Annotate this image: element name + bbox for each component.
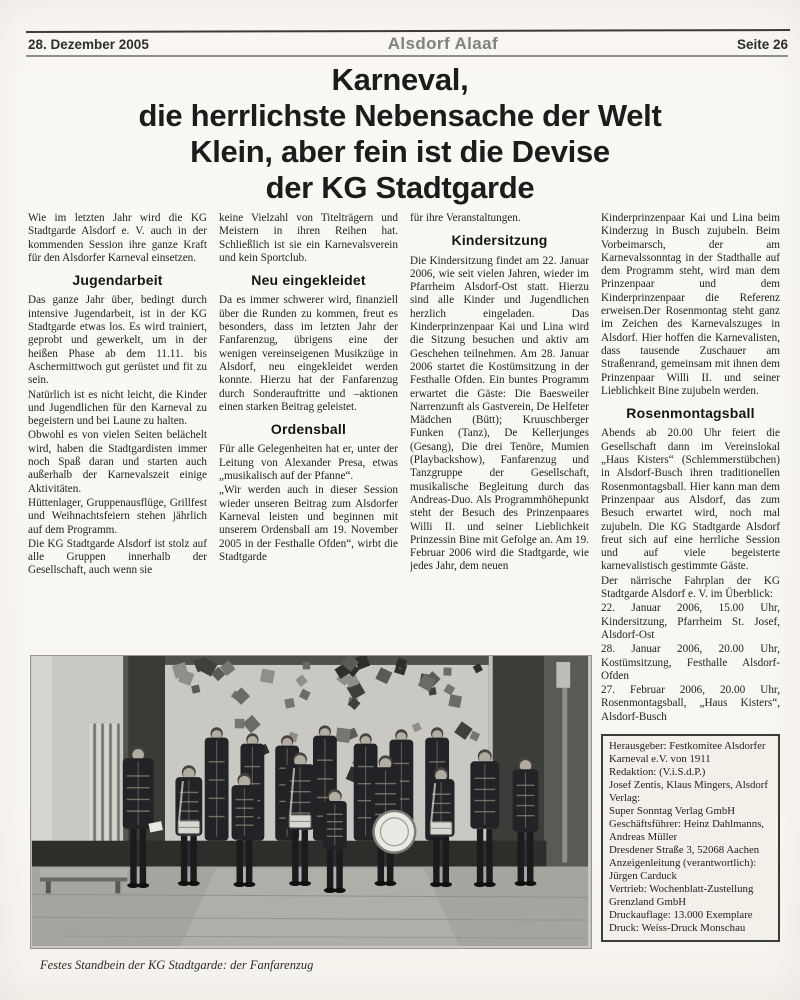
article-column-2	[219, 212, 398, 650]
header-top-rule	[26, 29, 790, 33]
header-bottom-rule	[26, 55, 788, 57]
issue-date: 28. Dezember 2005	[28, 37, 149, 52]
imprint-line: Vertrieb: Wochenblatt-Zustellung Grenzland GmbH	[609, 882, 754, 908]
article-paragraph: Da es immer schwerer wird, finanziell über die Runden zu kommen, freut es besonders, dass im letzten Jahr der Fanfarenzug, übrigens eine der wenigen vereinseigenen Musikzüge in Alsdorf, neu eingekleidet werden konnte. Hierzu hat der Fanfarenzug durch Sonderauftritte und –aktionen einen starken Beitrag geleistet.	[219, 294, 398, 413]
article-paragraph: Die KG Stadtgarde Alsdorf ist stolz auf alle Gruppen innerhalb der Gesellschaft, auch wenn sie	[28, 537, 207, 577]
section-heading: Kindersitzung	[451, 232, 548, 249]
imprint-line: Redaktion: (V.i.S.d.P.)	[609, 765, 706, 778]
article-column-4	[601, 212, 780, 994]
article-paragraph: Wie im letzten Jahr wird die KG Stadtgarde Alsdorf e. V. auch in der kommenden Session ihre ganze Kraft für den Alsdorfer Karneval einsetzen.	[28, 212, 207, 264]
photo-stage-edge	[32, 841, 546, 867]
section-heading: Rosenmontagsball	[626, 405, 755, 422]
band-photo	[30, 655, 592, 949]
imprint-line: Verlag:	[609, 791, 641, 804]
imprint-line: Druck: Weiss-Druck Monschau	[609, 921, 746, 934]
article-paragraph: Die Kindersitzung findet am 22. Januar 2006, wie seit vielen Jahren, wieder im Pfarrheim Alsdorf-Ost statt. Hierzu sind alle Kinder und Jugendlichen herzlich eingeladen. Das Kinderprinzenpaar Kai und Lina wird die Sitzung besuchen und aktiv am Geschehen teilnehmen. Am 28. Januar 2006 startet die Kostümsitzung in der Festhalle Ofden. Ein buntes Programm erwartet die Gäste: Die Baesweiler Narrenzunft als Gastverein, De Helfeter Mädchen (Bütt); Kruuschberger Funken (Tanz), De Kellerjunges (Gesang), Die drei Tenöre, Mumien (Playbackshow), Fanfarenzug und Tanzgruppe der Gesellschaft, musikalische Begleitung durch das Andreas-Duo. Als Programmhöhepunkt steht der Besuch des Prinzenpaares Willi II. und seiner Lieblichkeit Prinzessin Bine mit Gefolge an. Am 19. Februar 2006 wird die Stadtgarde, wie jedes Jahr, dem neuen	[410, 254, 589, 573]
imprint-line: Dresdener Straße 3, 52068 Aachen	[609, 843, 760, 856]
article-headline	[0, 62, 800, 206]
page-header	[28, 34, 788, 54]
headline-line: Karneval,	[331, 62, 469, 97]
section-heading: Jugendarbeit	[72, 272, 163, 289]
headline-line: Klein, aber fein ist die Devise	[190, 134, 610, 169]
article-paragraph: „Wir werden auch in dieser Session wieder unseren Beitrag zum Alsdorfer Karneval leisten und beginnen mit unserem Ordensball am 19. November 2005 in der Festhalle Ofden“, wirbt die Stadtgarde	[219, 484, 398, 563]
headline-line: der KG Stadtgarde	[265, 170, 535, 205]
photo-caption: Festes Standbein der KG Stadtgarde: der Fanfarenzug	[40, 958, 314, 972]
article-paragraph: 28. Januar 2006, 20.00 Uhr, Kostümsitzung, Festhalle Alsdorf-Ofden	[601, 643, 780, 682]
article-paragraph: Natürlich ist es nicht leicht, die Kinder und Jugendlichen für den Karneval zu begeistern und bei Laune zu halten.	[28, 388, 207, 428]
band-member	[205, 727, 229, 840]
article-paragraph: Obwohl es von vielen Seiten belächelt wird, haben die Stadtgardisten immer noch Spaß daran und starten auch außerhalb der Karnevalszeit einige Aktivitäten.	[28, 429, 207, 495]
article-paragraph: keine Vielzahl von Titelträgern und Meistern in ihren Reihen hat. Schließlich ist sie ein Karnevalsverein und kein Sportclub.	[219, 212, 398, 264]
article-column-3	[410, 212, 589, 650]
imprint-line: Geschäftsführer: Heinz Dahlmanns, Andreas Müller	[609, 817, 764, 843]
imprint-line: Anzeigenleitung (verantwortlich): Jürgen Carduck	[609, 856, 757, 882]
page-number: Seite 26	[736, 37, 788, 52]
article-paragraph: 27. Februar 2006, 20.00 Uhr, Rosenmontagsball, „Haus Kisters“, Alsdorf-Busch	[601, 684, 780, 723]
section-heading: Ordensball	[270, 421, 347, 438]
imprint-box	[601, 734, 780, 942]
article-paragraph: für ihre Veranstaltungen.	[410, 212, 521, 224]
article-column-1	[28, 212, 207, 650]
article-paragraph: Hüttenlager, Gruppenausflüge, Grillfest und Weihnachtsfeiern stehen jährlich auf dem Programm.	[28, 496, 207, 536]
imprint-line: Herausgeber: Festkomitee Alsdorfer Karneval e.V. von 1911	[609, 739, 766, 765]
article-paragraph: Für alle Gelegenheiten hat er, unter der Leitung von Alexander Presa, etwas „musikalisch auf der Pfanne“.	[219, 443, 398, 483]
imprint-line: Josef Zentis, Klaus Mingers, Alsdorf	[609, 778, 768, 791]
masthead-title: Alsdorf Alaaf	[387, 34, 499, 53]
headline-line: die herrlichste Nebensache der Welt	[138, 98, 662, 133]
bass-drum	[374, 811, 416, 853]
imprint-line: Super Sonntag Verlag GmbH	[609, 804, 736, 817]
article-paragraph: 22. Januar 2006, 15.00 Uhr, Kindersitzung, Pfarrheim St. Josef, Alsdorf-Ost	[601, 602, 780, 641]
article-paragraph: Abends ab 20.00 Uhr feiert die Gesellschaft dann im Vereinslokal „Haus Kisters“ (Schlemmerstübchen) in Alsdorf-Busch ihren traditionellen Rosenmontagsball. Hier kann man dem Prinzenpaar aus Alsdorf, das zum Besuch erwartet wird, noch mal zujubeln. Die KG Stadtgarde Alsdorf freut sich auf eine herrliche Session und auf viele begeisterte karnevalistisch gestimmte Gäste.	[601, 427, 780, 573]
section-heading: Neu eingekleidet	[251, 272, 366, 289]
article-paragraph: Kinderprinzenpaar Kai und Lina beim Kinderzug in Busch zujubeln. Beim Vorbeimarsch, der am Karnevalssonntag in der Stadthalle auf dem Programm steht, wird man dem Prinzenpaar und dem Kinderprinzenpaar die Referenz erweisen.Der Rosenmontag steht ganz im Zeichen des Karnevalszuges in Alsdorf. Hier hoffen die Karnevalisten, dass tausende Zuschauer am Straßenrand, gemeinsam mit ihnen dem Prinzenpaar Willi II. und seiner Lieblichkeit Bine zujubeln werden.	[601, 212, 780, 397]
article-paragraph: Der närrische Fahrplan der KG Stadtgarde Alsdorf e. V. im Überblick:	[601, 574, 780, 601]
imprint-line: Druckauflage: 13.000 Exemplare	[609, 908, 753, 921]
article-paragraph: Das ganze Jahr über, bedingt durch intensive Jugendarbeit, ist in der KG Stadtgarde etwas los. Es wird trainiert, geprobt und gewerkelt, um in der heißen Phase ab dem 11.11. bis Aschermittwoch gut gerüstet und fit zu sein.	[28, 294, 207, 387]
